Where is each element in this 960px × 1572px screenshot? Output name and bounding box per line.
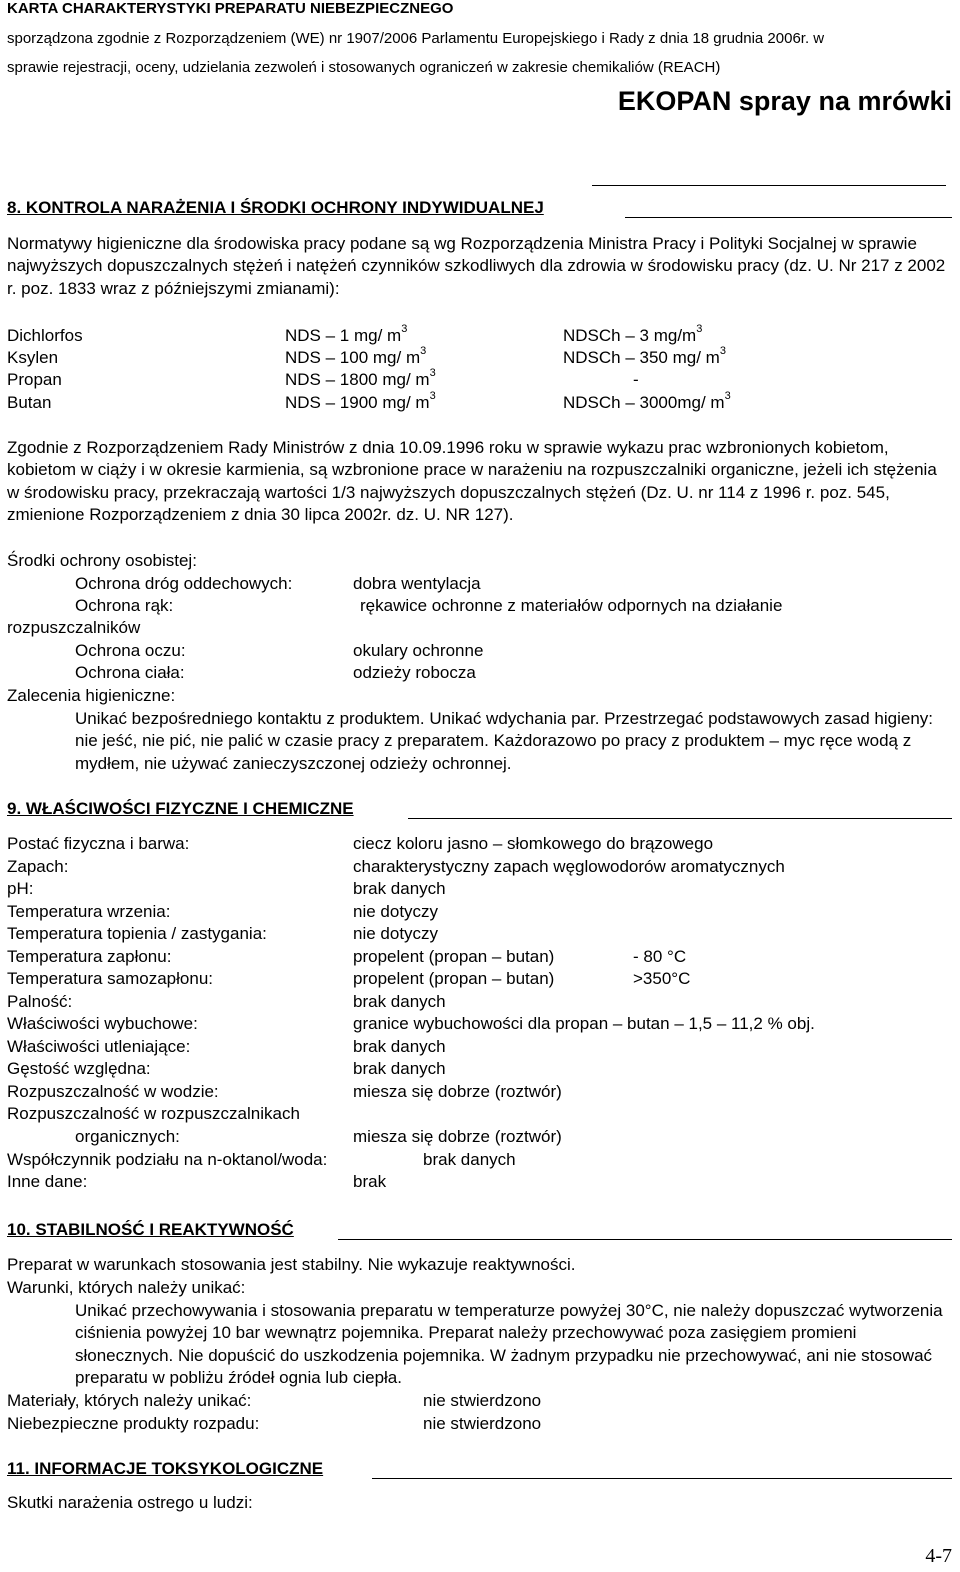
property-value: charakterystyczny zapach węglowodorów aromatycznych — [353, 857, 785, 876]
property-extra: - 80 °C — [633, 947, 687, 966]
property-label: Palność: — [7, 992, 73, 1011]
property-value: brak danych — [353, 1059, 446, 1078]
property-value: ciecz koloru jasno – słomkowego do brązowego — [353, 834, 714, 853]
limit-substance: Propan — [7, 370, 62, 389]
property-label: Temperatura wrzenia: — [7, 902, 171, 921]
limit-ndsch: - — [633, 370, 639, 389]
limit-ndsch: NDSCh – 3000mg/ $m^3$ — [563, 390, 731, 412]
regulation-line-2: sprawie rejestracji, oceny, udzielania zezwoleń i stosowanych ograniczeń w zakresie chemikaliów (REACH) — [7, 59, 721, 76]
limit-substance: Butan — [7, 393, 52, 412]
property-value: propelent (propan – butan) — [353, 947, 555, 966]
ppe-heading: Środki ochrony osobistej: — [7, 551, 197, 570]
section-10-rule — [338, 1239, 952, 1240]
materials-label: Materiały, których należy unikać: — [7, 1391, 252, 1410]
property-label: Właściwości utleniające: — [7, 1037, 191, 1056]
property-label: Gęstość względna: — [7, 1059, 151, 1078]
property-value: brak — [353, 1172, 387, 1191]
acute-effects-heading: Skutki narażenia ostrego u ludzi: — [7, 1493, 253, 1512]
property-value: miesza się dobrze (roztwór) — [353, 1082, 562, 1101]
ppe-value: odzieży robocza — [353, 663, 476, 682]
limit-nds: NDS – 1 mg/ $m^3$ — [285, 323, 408, 345]
property-label: Właściwości wybuchowe: — [7, 1014, 198, 1033]
property-value: nie dotyczy — [353, 924, 439, 943]
ppe-value: okulary ochronne — [353, 641, 484, 660]
property-value: brak danych — [353, 879, 446, 898]
property-label: Rozpuszczalność w rozpuszczalnikach — [7, 1104, 300, 1123]
limit-nds: NDS – 100 mg/ $m^3$ — [285, 345, 427, 367]
ppe-value: rękawice ochronne z materiałów odpornych na działanie — [360, 596, 783, 615]
header-divider — [592, 185, 946, 186]
materials-value: nie stwierdzono — [423, 1391, 542, 1410]
property-value: brak danych — [423, 1150, 516, 1169]
avoid-conditions-text: Unikać przechowywania i stosowania preparatu w temperaturze powyżej 30°C, nie należy dopuszczać wytworzenia ciśnienia powyżej 10 bar wewnątrz pojemnika. Preparat należy przechowywać poza zasięgiem promieni słonecznych. Nie dopuścić do uszkodzenia pojemnika. W żadnym przypadku nie przechowywać, ani nie stosować preparatu w pobliżu źródeł ognia lub ciepła. — [75, 1301, 943, 1388]
regulation-line-1: sporządzona zgodnie z Rozporządzeniem (WE) nr 1907/2006 Parlamentu Europejskiego i Rady z dnia 18 grudnia 2006r. w — [7, 30, 825, 47]
property-label: pH: — [7, 879, 34, 898]
decomposition-label: Niebezpieczne produkty rozpadu: — [7, 1414, 260, 1433]
section-11-heading: 11. INFORMACJE TOKSYKOLOGICZNE — [7, 1459, 324, 1478]
property-label: Rozpuszczalność w wodzie: — [7, 1082, 219, 1101]
property-label-cont: organicznych: — [75, 1127, 180, 1146]
property-label: Współczynnik podziału na n-oktanol/woda: — [7, 1150, 328, 1169]
limit-nds: NDS – 1900 mg/ $m^3$ — [285, 390, 436, 412]
property-label: Temperatura zapłonu: — [7, 947, 172, 966]
property-value: brak danych — [353, 992, 446, 1011]
limit-nds: NDS – 1800 mg/ $m^3$ — [285, 367, 436, 389]
property-value: nie dotyczy — [353, 902, 439, 921]
property-label: Temperatura samozapłonu: — [7, 969, 214, 988]
page-number: 4-7 — [925, 1545, 952, 1567]
property-label: Temperatura topienia / zastygania: — [7, 924, 267, 943]
limit-ndsch: NDSCh – 3 $mg/m^3$ — [563, 323, 703, 345]
section-8-rule — [625, 217, 952, 218]
property-value: granice wybuchowości dla propan – butan – 1,5 – 11,2 % obj. — [353, 1014, 815, 1033]
ppe-label: Ochrona dróg oddechowych: — [75, 574, 293, 593]
product-name: EKOPAN spray na mrówki — [617, 86, 952, 116]
decomposition-value: nie stwierdzono — [423, 1414, 542, 1433]
ppe-value: dobra wentylacja — [353, 574, 481, 593]
property-value: miesza się dobrze (roztwór) — [353, 1127, 562, 1146]
document-title: KARTA CHARAKTERYSTYKI PREPARATU NIEBEZPIECZNEGO — [7, 0, 454, 17]
hygiene-heading: Zalecenia higieniczne: — [7, 686, 176, 705]
limit-substance: Dichlorfos — [7, 326, 83, 345]
women-work-restriction: Zgodnie z Rozporządzeniem Rady Ministrów z dnia 10.09.1996 roku w sprawie wykazu prac wzbronionych kobietom, kobietom w ciąży i w okresie karmienia, są wzbronione prace w narażeniu na rozpuszczalniki organiczne, jeżeli ich stężenia w środowisku pracy, przekraczają wartości 1/3 najwyższych dopuszczalnych stężeń (Dz. U. nr 114 z 1996 r. poz. 545, zmienione Rozporządzeniem z dnia 30 lipca 2002r. dz. U. NR 127). — [7, 438, 937, 525]
ppe-label: Ochrona ciała: — [75, 663, 185, 682]
section-8-heading: 8. KONTROLA NARAŻENIA I ŚRODKI OCHRONY INDYWIDUALNEJ — [7, 198, 544, 217]
property-value: propelent (propan – butan) — [353, 969, 555, 988]
property-extra: >350°C — [633, 969, 691, 988]
section-9-heading: 9. WŁAŚCIWOŚCI FIZYCZNE I CHEMICZNE — [7, 799, 354, 818]
limit-ndsch: NDSCh – 350 mg/ $m^3$ — [563, 345, 726, 367]
section-8-intro: Normatywy higieniczne dla środowiska pracy podane są wg Rozporządzenia Ministra Pracy i Polityki Socjalnej w sprawie najwyższych dopuszczalnych stężeń i natężeń czynników szkodliwych dla zdrowia w środowisku pracy (dz. U. Nr 217 z 2002 r. poz. 1833 wraz z późniejszymi zmianami): — [7, 234, 946, 298]
stability-text: Preparat w warunkach stosowania jest stabilny. Nie wykazuje reaktywności. — [7, 1255, 576, 1274]
property-value: brak danych — [353, 1037, 446, 1056]
section-9-rule — [408, 818, 952, 819]
hygiene-text: Unikać bezpośredniego kontaktu z produktem. Unikać wdychania par. Przestrzegać podstawowych zasad higieny: nie jeść, nie pić, nie palić w czasie pracy z preparatem. Każdorazowo po pracy z produktem – myc ręce wodą z mydłem, nie używać zanieczyszczonej odzieży ochronnej. — [75, 709, 934, 773]
ppe-label: Ochrona oczu: — [75, 641, 186, 660]
avoid-conditions-heading: Warunki, których należy unikać: — [7, 1278, 246, 1297]
property-label: Postać fizyczna i barwa: — [7, 834, 190, 853]
property-label: Zapach: — [7, 857, 69, 876]
section-11-rule — [372, 1478, 952, 1479]
ppe-value-wrap: rozpuszczalników — [7, 618, 141, 637]
property-label: Inne dane: — [7, 1172, 88, 1191]
section-10-heading: 10. STABILNOŚĆ I REAKTYWNOŚĆ — [7, 1220, 294, 1239]
ppe-label: Ochrona rąk: — [75, 596, 174, 615]
limit-substance: Ksylen — [7, 348, 59, 367]
